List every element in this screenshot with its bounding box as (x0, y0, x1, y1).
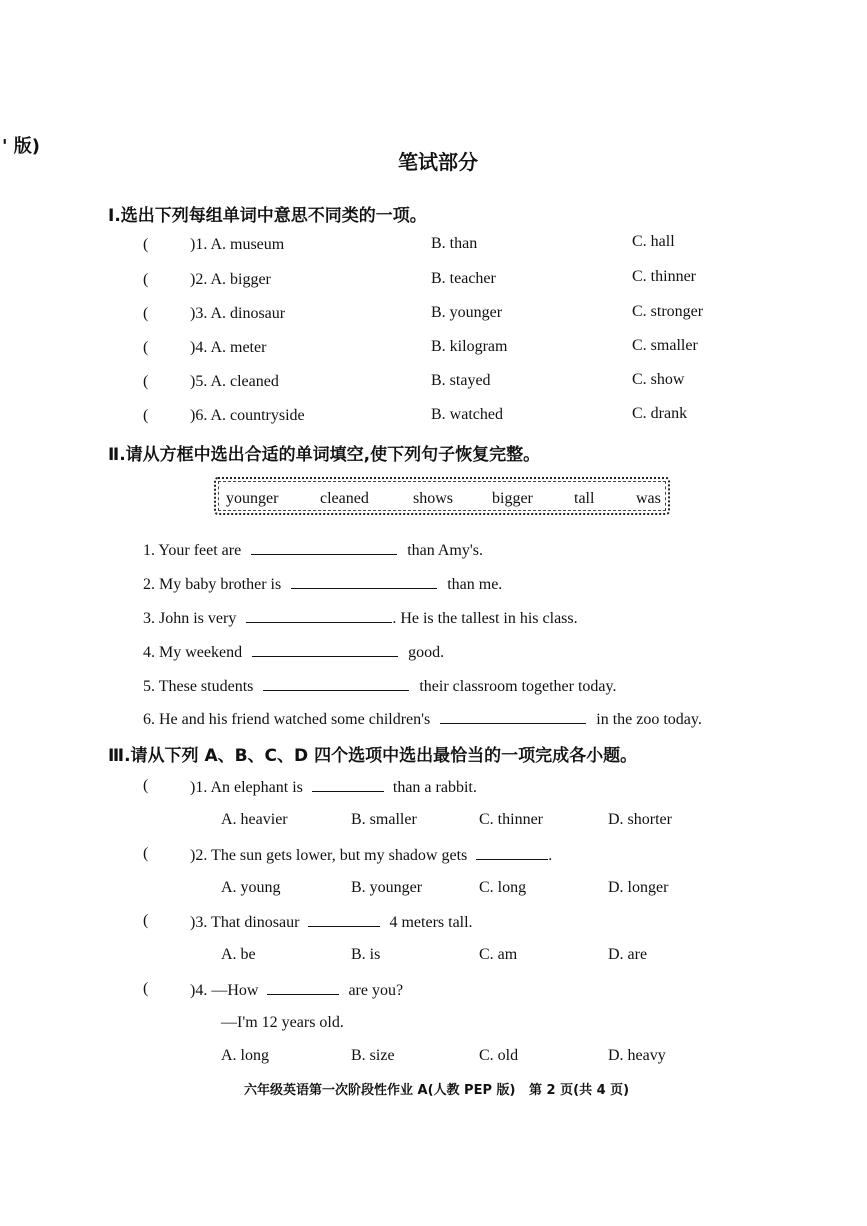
paren: ( (143, 339, 149, 356)
section1-heading: Ⅰ.选出下列每组单词中意思不同类的一项。 (108, 206, 427, 226)
answer-blank[interactable] (246, 608, 392, 623)
question-text: )4. —How (190, 982, 259, 999)
dialogue-reply: —I'm 12 years old. (221, 1014, 344, 1031)
sentence-text: . He is the tallest in his class. (392, 610, 578, 627)
question-6-option-b: B. watched (431, 406, 503, 423)
answer-blank[interactable] (308, 912, 380, 927)
paren: ( (143, 271, 149, 288)
answer-blank[interactable] (263, 676, 409, 691)
fill-sentence-6 (143, 709, 702, 729)
mc-option: D. longer (608, 879, 669, 896)
answer-blank[interactable] (267, 980, 339, 995)
question-3-option-a: )3. A. dinosaur (190, 305, 286, 322)
mc-option: B. younger (351, 879, 423, 896)
question-2-option-a: )2. A. bigger (190, 271, 271, 288)
question-5-option-b: B. stayed (431, 372, 491, 389)
question-6-option-c: C. drank (632, 405, 688, 422)
paren: ( (143, 373, 149, 390)
question-4-option-c: C. smaller (632, 337, 698, 354)
section2-heading: Ⅱ.请从方框中选出合适的单词填空,使下列句子恢复完整。 (108, 445, 541, 465)
mc-option: B. is (351, 946, 381, 963)
mc-option: D. heavy (608, 1047, 666, 1064)
corner-label: ' 版) (2, 136, 41, 157)
question-5-option-c: C. show (632, 371, 685, 388)
paren: ( (143, 236, 149, 253)
mc-option: A. be (221, 946, 256, 963)
sentence-text: in the zoo today. (596, 711, 702, 728)
question-text: )1. An elephant is (190, 779, 303, 796)
sentence-text: 2. My baby brother is (143, 576, 282, 593)
mc-option: B. smaller (351, 811, 417, 828)
paren: ( (143, 845, 149, 862)
sentence-text: than me. (447, 576, 503, 593)
mc-option: C. long (479, 879, 527, 896)
mc-option: C. old (479, 1047, 519, 1064)
question-4-option-b: B. kilogram (431, 338, 508, 355)
question-1-option-b: B. than (431, 235, 478, 252)
answer-blank[interactable] (251, 540, 397, 555)
question-6-option-a: )6. A. countryside (190, 407, 305, 424)
answer-blank[interactable] (440, 709, 586, 724)
sentence-text: good. (408, 644, 445, 661)
mc-question-4 (190, 980, 403, 1000)
question-4-option-a: )4. A. meter (190, 339, 267, 356)
paren: ( (143, 980, 149, 997)
sentence-text: their classroom together today. (419, 678, 617, 695)
sentence-text: 5. These students (143, 678, 254, 695)
mc-option: A. young (221, 879, 281, 896)
fill-sentence-2 (143, 574, 502, 594)
sentence-text: 6. He and his friend watched some children's (143, 711, 431, 728)
paren: ( (143, 777, 149, 794)
mc-question-2 (190, 845, 552, 865)
answer-blank[interactable] (252, 642, 398, 657)
question-3-option-b: B. younger (431, 304, 503, 321)
answer-blank[interactable] (312, 777, 384, 792)
mc-option: D. are (608, 946, 648, 963)
mc-option: C. thinner (479, 811, 543, 828)
question-2-option-c: C. thinner (632, 268, 696, 285)
sentence-text: 4. My weekend (143, 644, 243, 661)
word-bank-word: younger (226, 490, 279, 507)
page-footer: 六年级英语第一次阶段性作业 A(人教 PEP 版) 第 2 页(共 4 页) (244, 1083, 630, 1098)
paren: ( (143, 912, 149, 929)
word-bank-word: cleaned (320, 490, 369, 507)
question-1-option-a: )1. A. museum (190, 236, 285, 253)
question-5-option-a: )5. A. cleaned (190, 373, 279, 390)
mc-option: D. shorter (608, 811, 672, 828)
word-bank-word: tall (574, 490, 595, 507)
question-text: are you? (348, 982, 404, 999)
question-2-option-b: B. teacher (431, 270, 496, 287)
question-text: )2. The sun gets lower, but my shadow gets (190, 847, 468, 864)
sentence-text: than Amy's. (407, 542, 483, 559)
word-bank-word: bigger (492, 490, 533, 507)
mc-option: C. am (479, 946, 518, 963)
paren: ( (143, 407, 149, 424)
question-1-option-c: C. hall (632, 233, 675, 250)
sentence-text: 3. John is very (143, 610, 237, 627)
paren: ( (143, 305, 149, 322)
mc-option: A. heavier (221, 811, 288, 828)
fill-sentence-1 (143, 540, 483, 560)
word-bank-word: was (636, 490, 661, 507)
mc-option: B. size (351, 1047, 395, 1064)
fill-sentence-4 (143, 642, 444, 662)
mc-question-3 (190, 912, 473, 932)
question-text: than a rabbit. (392, 779, 477, 796)
page-title: 笔试部分 (398, 150, 478, 174)
question-text: )3. That dinosaur (190, 914, 300, 931)
word-bank-word: shows (413, 490, 454, 507)
mc-question-1 (190, 777, 477, 797)
question-3-option-c: C. stronger (632, 303, 704, 320)
fill-sentence-5 (143, 676, 616, 696)
answer-blank[interactable] (476, 845, 548, 860)
sentence-text: 1. Your feet are (143, 542, 242, 559)
fill-sentence-3 (143, 608, 578, 628)
section3-heading: Ⅲ.请从下列 A、B、C、D 四个选项中选出最恰当的一项完成各小题。 (108, 746, 638, 766)
question-text: . (548, 847, 553, 864)
question-text: 4 meters tall. (389, 914, 473, 931)
mc-option: A. long (221, 1047, 269, 1064)
answer-blank[interactable] (291, 574, 437, 589)
